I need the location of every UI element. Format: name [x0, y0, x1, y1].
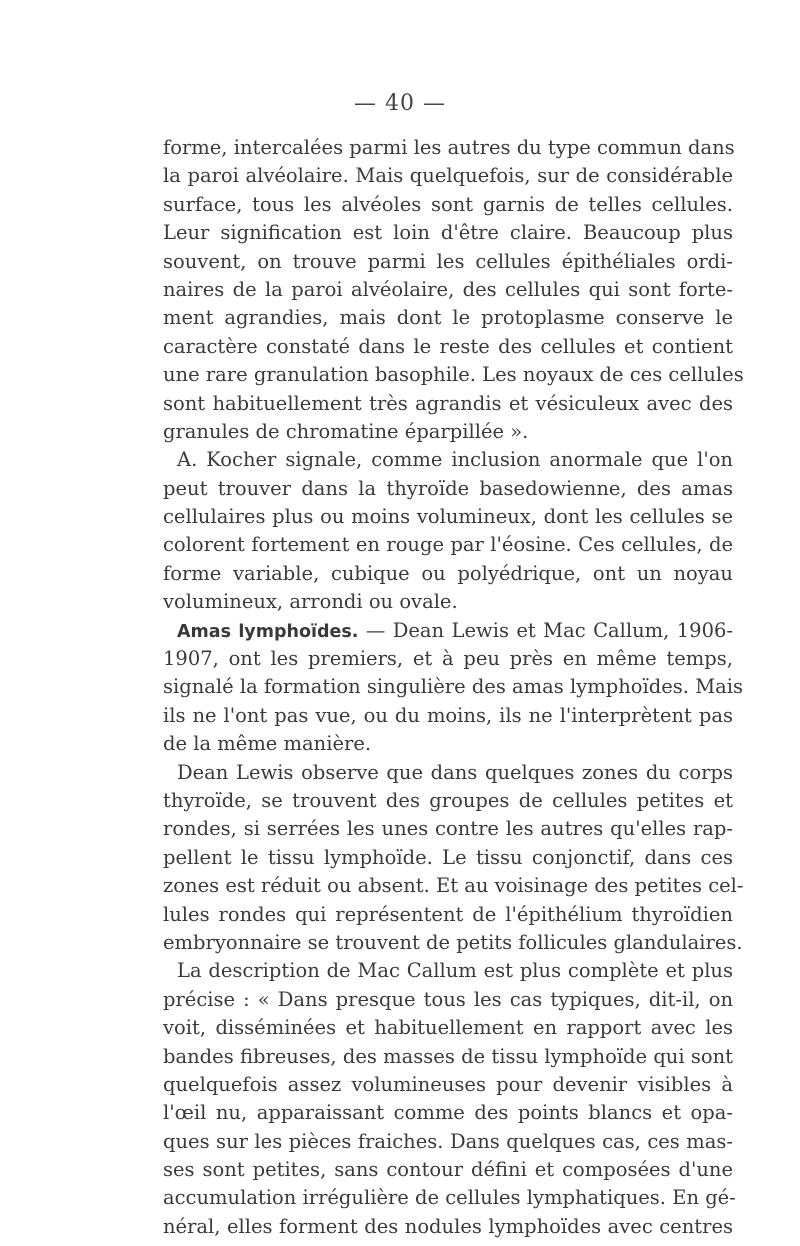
text-line: signalé la formation singulière des amas lymphoïdes. Mais [163, 675, 744, 699]
text-line: quelquefois assez volumineuses pour devenir visibles à [163, 1072, 733, 1096]
text-line: l'œil nu, apparaissant comme des points blancs et opa- [163, 1101, 733, 1125]
text-run: — Dean Lewis et Mac Callum, 1906- [358, 618, 733, 642]
text-line: voit, disséminées et habituellement en rapport avec les [163, 1016, 733, 1040]
text-line: Leur signification est loin d'être claire. Beaucoup plus [163, 221, 733, 245]
page-number: — 40 — [354, 91, 446, 116]
text-line: de la même manière. [163, 732, 372, 756]
text-line: Dean Lewis observe que dans quelques zones du corps [177, 760, 733, 784]
text-line: zones est réduit ou absent. Et au voisinage des petites cel- [163, 874, 744, 898]
text-line: embryonnaire se trouvent de petits follicules glandulaires. [163, 930, 743, 954]
text-line: forme, intercalées parmi les autres du type commun dans [163, 136, 735, 159]
text-line: lules rondes qui représentent de l'épithélium thyroïdien [163, 902, 733, 926]
text-line: cellulaires plus ou moins volumineux, dont les cellules se [163, 505, 733, 529]
text-line: sont habituellement très agrandis et vésiculeux avec des [163, 391, 733, 415]
text-line: rondes, si serrées les unes contre les autres qu'elles rap- [163, 817, 733, 841]
text-line: caractère constaté dans le reste des cellules et contient [163, 334, 733, 358]
text-line: souvent, on trouve parmi les cellules épithéliales ordi- [163, 249, 733, 273]
text-line: peut trouver dans la thyroïde basedowienne, des amas [163, 476, 733, 500]
text-line: 1907, ont les premiers, et à peu près en même temps, [163, 647, 733, 671]
body-text [163, 134, 744, 1241]
text-line: néral, elles forment des nodules lymphoïdes avec centres [163, 1214, 733, 1238]
text-line: La description de Mac Callum est plus complète et plus [177, 959, 733, 983]
text-line: précise : « Dans presque tous les cas typiques, dit-il, on [163, 987, 733, 1011]
text-line: bandes fibreuses, des masses de tissu lymphoïde qui sont [163, 1044, 733, 1068]
text-line: thyroïde, se trouvent des groupes de cellules petites et [163, 788, 733, 812]
section-heading-line [163, 617, 733, 645]
text-line: volumineux, arrondi ou ovale. [163, 590, 458, 614]
text-line: ques sur les pièces fraiches. Dans quelques cas, ces mas- [163, 1129, 733, 1153]
text-line: colorent fortement en rouge par l'éosine. Ces cellules, de [163, 533, 733, 557]
text-line: forme variable, cubique ou polyédrique, ont un noyau [163, 561, 733, 585]
text-line: surface, tous les alvéoles sont garnis de telles cellules. [163, 192, 733, 216]
text-line: granules de chromatine éparpillée ». [163, 419, 529, 443]
text-line: ment agrandies, mais dont le protoplasme conserve le [163, 306, 733, 330]
text-line: la paroi alvéolaire. Mais quelquefois, sur de considérable [163, 164, 733, 188]
text-line: pellent le tissu lymphoïde. Le tissu conjonctif, dans ces [163, 845, 733, 869]
text-line: ils ne l'ont pas vue, ou du moins, ils ne l'interprètent pas [163, 703, 733, 727]
text-line: A. Kocher signale, comme inclusion anormale que l'on [177, 448, 733, 472]
text-line: accumulation irrégulière de cellules lymphatiques. En gé- [163, 1186, 736, 1210]
text-line: ses sont petites, sans contour défini et composées d'une [163, 1158, 733, 1182]
section-heading: Amas lymphoïdes. [177, 621, 359, 642]
text-line: une rare granulation basophile. Les noyaux de ces cellules [163, 363, 744, 387]
text-line: naires de la paroi alvéolaire, des cellules qui sont forte- [163, 277, 733, 301]
